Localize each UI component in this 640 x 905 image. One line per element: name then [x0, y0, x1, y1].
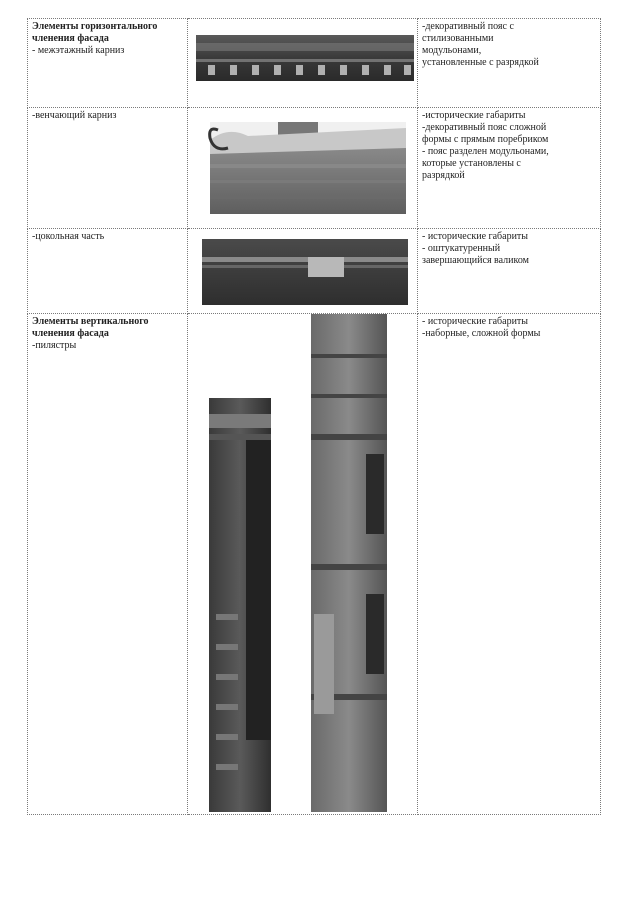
feature-line: которые установлены с [422, 158, 521, 169]
table-row [28, 19, 601, 108]
crowning-cornice-photo [188, 108, 418, 228]
section-heading: Элементы вертикального членения фасада [32, 316, 149, 339]
pilasters-photo [188, 314, 418, 814]
feature-line: - пояс разделен модульонами, [422, 146, 549, 157]
element-name: -пилястры [32, 340, 77, 351]
feature-line: -наборные, сложной формы [422, 328, 541, 339]
feature-line: - исторические габариты [422, 316, 529, 327]
table-row [28, 108, 601, 229]
element-name: -венчающий карниз [32, 110, 117, 121]
element-name: -цокольная часть [32, 231, 105, 242]
characteristics-cell [418, 108, 601, 229]
feature-line: установленные с разрядкой [422, 57, 539, 68]
table-row [28, 229, 601, 314]
characteristics-cell [418, 229, 601, 314]
feature-line: -декоративный пояс сложной [422, 122, 547, 133]
photo-cell [188, 108, 418, 229]
photo-cell [188, 229, 418, 314]
photo-cell [188, 314, 418, 815]
element-name: - межэтажный карниз [32, 45, 125, 56]
characteristics-cell [418, 19, 601, 108]
feature-line: -декоративный пояс с [422, 21, 514, 32]
photo-cell [188, 19, 418, 108]
feature-line: модульонами, [422, 45, 482, 56]
facade-elements-table [27, 18, 601, 815]
feature-line: разрядкой [422, 170, 465, 181]
feature-line: формы с прямым поребриком [422, 134, 549, 145]
element-name-cell [28, 19, 188, 108]
feature-line: - оштукатуренный [422, 243, 501, 254]
table-row [28, 314, 601, 815]
feature-line: - исторические габариты [422, 231, 529, 242]
feature-line: -исторические габариты [422, 110, 526, 121]
element-name-cell [28, 314, 188, 815]
feature-line: завершающийся валиком [422, 255, 529, 266]
feature-line: стилизованными [422, 33, 494, 44]
interfloor-cornice-photo [188, 19, 418, 107]
element-name-cell [28, 229, 188, 314]
element-name-cell [28, 108, 188, 229]
section-heading: Элементы горизонтального членения фасада [32, 21, 158, 44]
characteristics-cell [418, 314, 601, 815]
plinth-photo [188, 229, 418, 313]
